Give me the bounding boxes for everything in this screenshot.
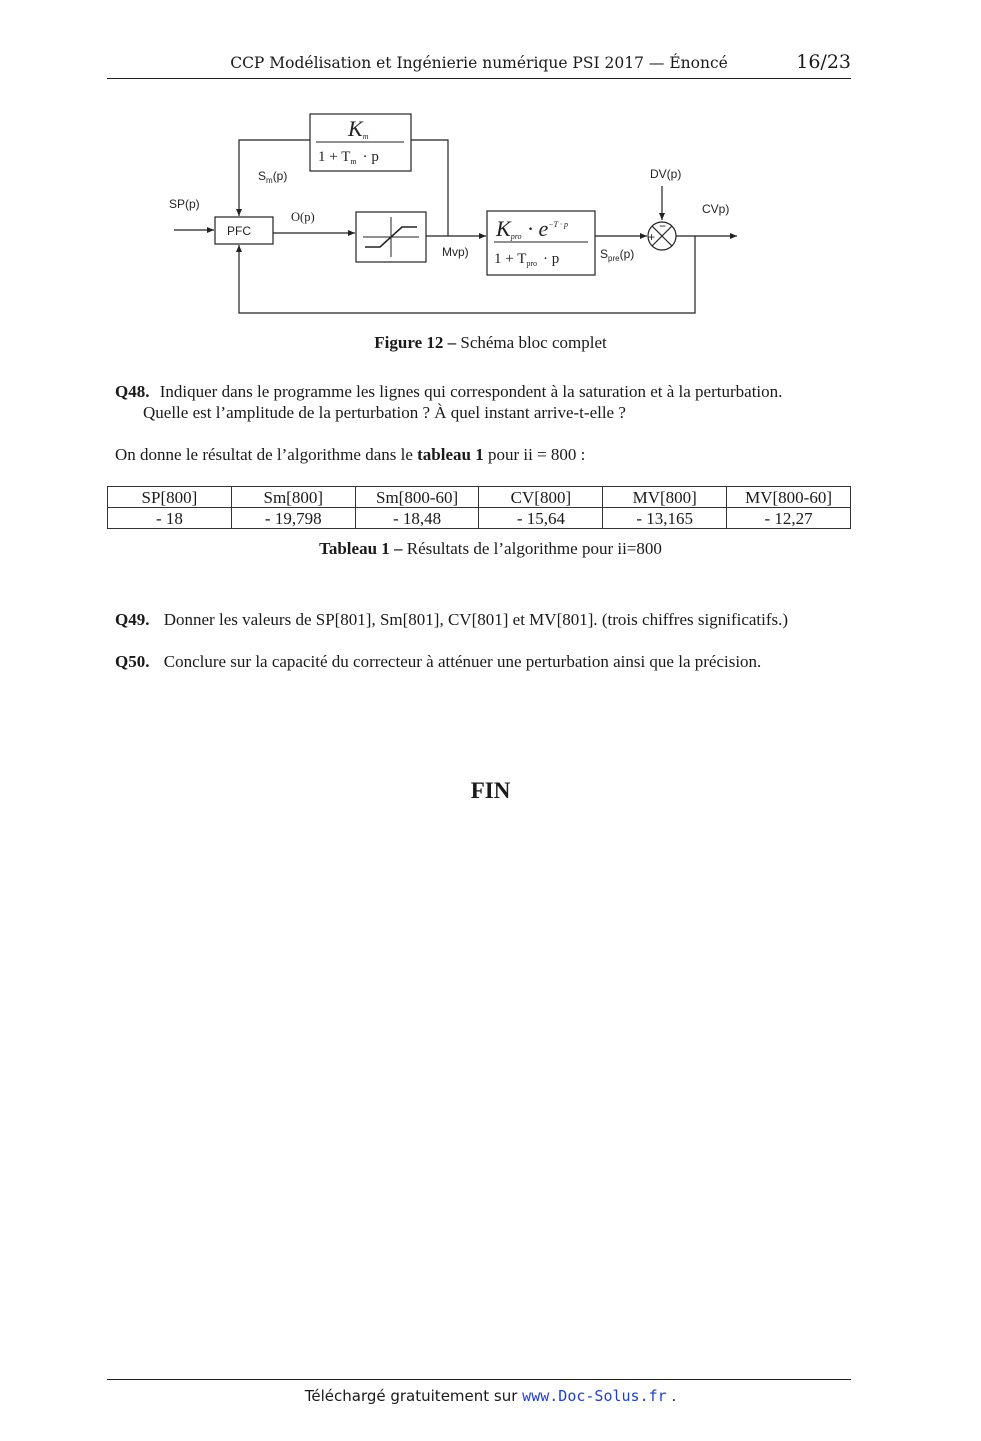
pfc-label: PFC: [227, 224, 251, 238]
q49-number: Q49.: [115, 610, 150, 629]
o-label: O(p): [291, 210, 315, 224]
sum-minus-sign: −: [659, 219, 667, 233]
q50-number: Q50.: [115, 652, 150, 671]
model-numerator: Km: [348, 116, 369, 141]
table-row: [108, 508, 851, 529]
q50-text: Conclure sur la capacité du correcteur à atténuer une perturbation ainsi que la précision.: [163, 652, 762, 671]
model-denominator: $1 + T_m \cdot p$: [318, 149, 379, 166]
question-48: [115, 381, 782, 402]
table-cell: - 18,48: [355, 508, 479, 529]
page-number: 16/23: [796, 51, 851, 73]
table-header-cell: CV[800]: [479, 487, 603, 508]
table-header-cell: MV[800]: [603, 487, 727, 508]
table-cell: - 15,64: [479, 508, 603, 529]
cvp-label: CVp): [702, 202, 730, 216]
footer-link[interactable]: www.Doc-Solus.fr: [522, 1387, 667, 1405]
results-table: [107, 486, 851, 529]
sp-label: SP(p): [169, 197, 200, 211]
sm-label: $S_m(p)$: [258, 169, 288, 185]
sum-plus-sign: +: [648, 230, 656, 244]
table-caption: Tableau 1 – Résultats de l’algorithme pour ii=800: [319, 539, 662, 558]
q48-number: Q48.: [115, 382, 150, 401]
table-header-cell: SP[800]: [108, 487, 232, 508]
footer-tail: .: [666, 1387, 677, 1405]
question-50: [115, 651, 761, 672]
figure-caption: Figure 12 – Schéma bloc complet: [374, 333, 607, 352]
process-denominator: $1 + T_{pro} \cdot p$: [494, 251, 560, 268]
mvp-label: Mvp): [442, 245, 469, 259]
page-footer: [0, 1387, 981, 1405]
table-header-cell: Sm[800-60]: [355, 487, 479, 508]
footer-text: Téléchargé gratuitement sur: [304, 1387, 523, 1405]
table-header-cell: MV[800-60]: [727, 487, 851, 508]
block-diagram: [160, 100, 760, 325]
header-title: CCP Modélisation et Ingénierie numérique PSI 2017 — Énoncé: [230, 54, 728, 72]
q48-line1: Indiquer dans le programme les lignes qui correspondent à la saturation et à la perturbation.: [159, 382, 783, 401]
question-49: [115, 609, 788, 630]
table-cell: - 18: [108, 508, 232, 529]
table-cell: - 13,165: [603, 508, 727, 529]
spre-label: $S_{pre}(p)$: [600, 247, 635, 263]
footer-rule: [107, 1379, 851, 1380]
q48-line2: Quelle est l’amplitude de la perturbation ? À quel instant arrive-t-elle ?: [143, 403, 626, 422]
dv-label: DV(p): [650, 167, 682, 181]
table-header-row: [108, 487, 851, 508]
process-numerator: Kpro · $e^{-T \cdot p}$: [496, 216, 568, 241]
table-cell: - 12,27: [727, 508, 851, 529]
q49-text: Donner les valeurs de SP[801], Sm[801], CV[801] et MV[801]. (trois chiffres significatifs.): [163, 610, 789, 629]
page-header: [107, 52, 851, 79]
table-intro: On donne le résultat de l’algorithme dans le tableau 1 pour ii = 800 :: [115, 445, 586, 464]
end-marker: FIN: [470, 778, 511, 803]
table-cell: - 19,798: [231, 508, 355, 529]
table-header-cell: Sm[800]: [231, 487, 355, 508]
